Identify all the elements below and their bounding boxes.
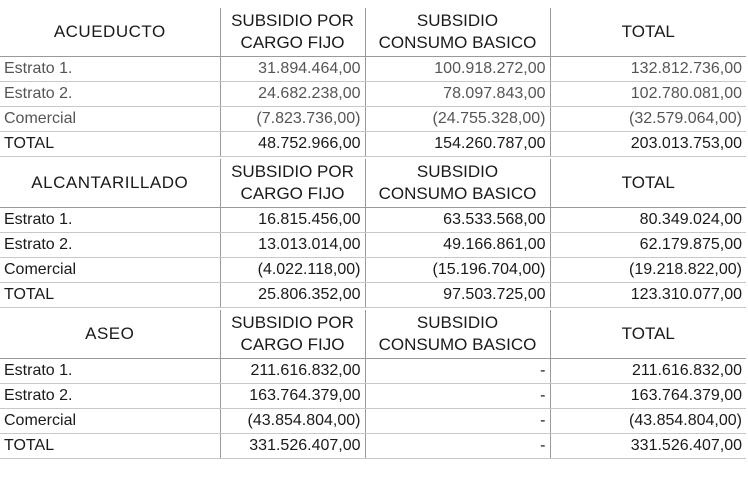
row-label: Comercial	[0, 409, 220, 434]
consumo-basico-value: -	[365, 434, 550, 459]
section-header	[0, 310, 746, 359]
total-value: 211.616.832,00	[550, 359, 746, 384]
table-row	[0, 57, 746, 82]
consumo-basico-value: 154.260.787,00	[365, 132, 550, 157]
subsidy-tables	[0, 8, 746, 459]
cargo-fijo-value: 331.526.407,00	[220, 434, 365, 459]
acueducto-table	[0, 8, 746, 157]
cargo-fijo-value: 211.616.832,00	[220, 359, 365, 384]
cargo-fijo-header: SUBSIDIO POR CARGO FIJO	[220, 159, 365, 208]
cargo-fijo-header: SUBSIDIO POR CARGO FIJO	[220, 310, 365, 359]
row-label: Estrato 2.	[0, 384, 220, 409]
consumo-basico-value: (24.755.328,00)	[365, 107, 550, 132]
total-header: TOTAL	[550, 310, 746, 359]
row-label: Estrato 2.	[0, 233, 220, 258]
row-label: Estrato 2.	[0, 82, 220, 107]
total-value: (32.579.064,00)	[550, 107, 746, 132]
section-header	[0, 8, 746, 57]
cargo-fijo-value: 13.013.014,00	[220, 233, 365, 258]
section-title: ASEO	[0, 310, 220, 359]
total-value: 203.013.753,00	[550, 132, 746, 157]
consumo-basico-value: (15.196.704,00)	[365, 258, 550, 283]
table-row	[0, 233, 746, 258]
total-value: (19.218.822,00)	[550, 258, 746, 283]
consumo-basico-value: 78.097.843,00	[365, 82, 550, 107]
total-value: 132.812.736,00	[550, 57, 746, 82]
consumo-basico-value: -	[365, 384, 550, 409]
total-value: 80.349.024,00	[550, 208, 746, 233]
row-label: Estrato 1.	[0, 57, 220, 82]
table-row	[0, 409, 746, 434]
row-label: TOTAL	[0, 132, 220, 157]
total-row	[0, 434, 746, 459]
cargo-fijo-value: (7.823.736,00)	[220, 107, 365, 132]
consumo-basico-header: SUBSIDIO CONSUMO BASICO	[365, 8, 550, 57]
table-row	[0, 82, 746, 107]
row-label: Comercial	[0, 107, 220, 132]
table-row	[0, 384, 746, 409]
row-label: TOTAL	[0, 434, 220, 459]
alcantarillado-table	[0, 159, 746, 308]
section-title: ALCANTARILLADO	[0, 159, 220, 208]
aseo-table	[0, 310, 746, 459]
row-label: Estrato 1.	[0, 208, 220, 233]
cargo-fijo-value: 48.752.966,00	[220, 132, 365, 157]
cargo-fijo-value: 31.894.464,00	[220, 57, 365, 82]
total-row	[0, 283, 746, 308]
consumo-basico-value: 100.918.272,00	[365, 57, 550, 82]
consumo-basico-value: 49.166.861,00	[365, 233, 550, 258]
total-header: TOTAL	[550, 8, 746, 57]
row-label: Comercial	[0, 258, 220, 283]
table-row	[0, 258, 746, 283]
section-title: ACUEDUCTO	[0, 8, 220, 57]
cargo-fijo-header: SUBSIDIO POR CARGO FIJO	[220, 8, 365, 57]
total-value: 163.764.379,00	[550, 384, 746, 409]
table-row	[0, 107, 746, 132]
total-value: 102.780.081,00	[550, 82, 746, 107]
total-value: 331.526.407,00	[550, 434, 746, 459]
consumo-basico-value: 97.503.725,00	[365, 283, 550, 308]
table-row	[0, 359, 746, 384]
cargo-fijo-value: 16.815.456,00	[220, 208, 365, 233]
consumo-basico-value: -	[365, 359, 550, 384]
table-row	[0, 208, 746, 233]
consumo-basico-value: 63.533.568,00	[365, 208, 550, 233]
consumo-basico-value: -	[365, 409, 550, 434]
row-label: TOTAL	[0, 283, 220, 308]
cargo-fijo-value: (4.022.118,00)	[220, 258, 365, 283]
consumo-basico-header: SUBSIDIO CONSUMO BASICO	[365, 310, 550, 359]
section-header	[0, 159, 746, 208]
total-value: 62.179.875,00	[550, 233, 746, 258]
cargo-fijo-value: (43.854.804,00)	[220, 409, 365, 434]
cargo-fijo-value: 25.806.352,00	[220, 283, 365, 308]
cargo-fijo-value: 24.682.238,00	[220, 82, 365, 107]
row-label: Estrato 1.	[0, 359, 220, 384]
cargo-fijo-value: 163.764.379,00	[220, 384, 365, 409]
total-header: TOTAL	[550, 159, 746, 208]
total-value: 123.310.077,00	[550, 283, 746, 308]
consumo-basico-header: SUBSIDIO CONSUMO BASICO	[365, 159, 550, 208]
total-row	[0, 132, 746, 157]
total-value: (43.854.804,00)	[550, 409, 746, 434]
